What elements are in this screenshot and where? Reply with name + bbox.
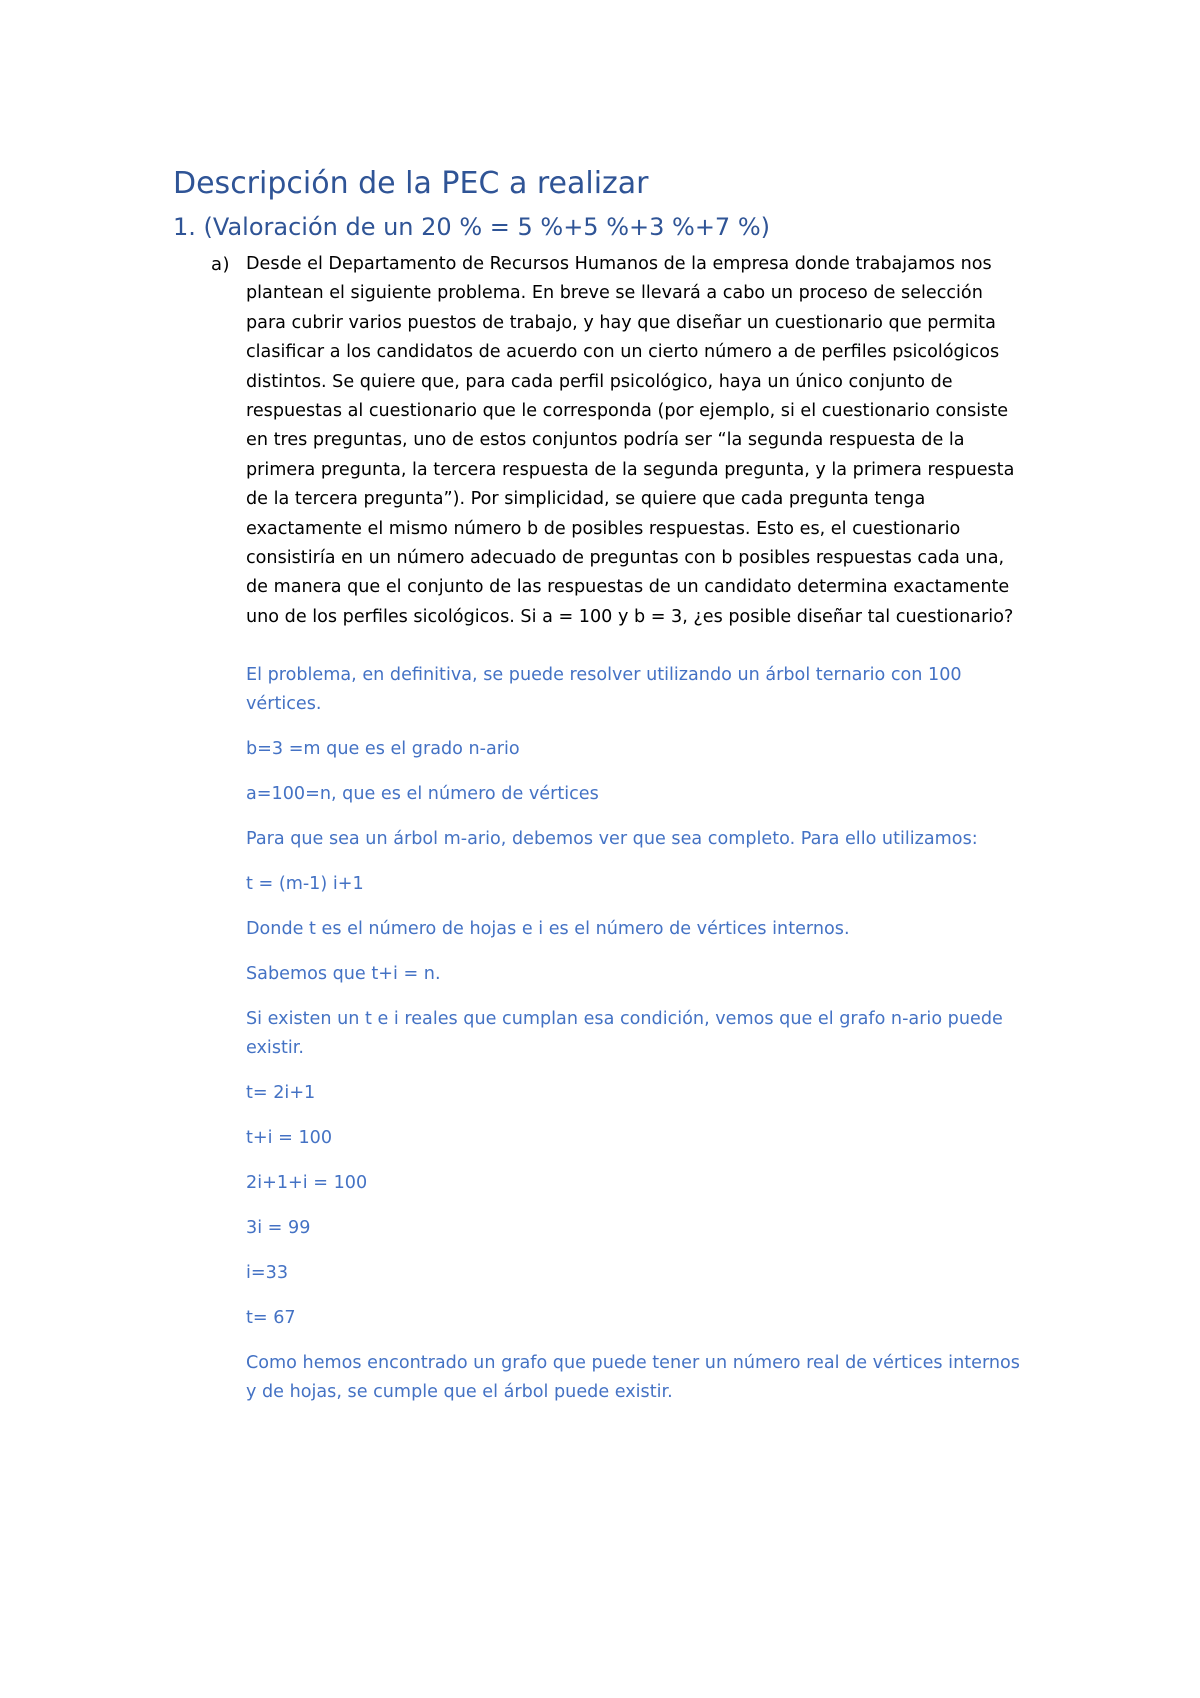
- formula-line: 2i+1+i = 100: [246, 1173, 368, 1193]
- formula-line: t+i = 100: [246, 1128, 333, 1148]
- section-heading: 1. (Valoración de un 20 % = 5 %+5 %+3 %+7 %): [173, 213, 770, 241]
- answer-paragraph: b=3 =m que es el grado n-ario: [246, 739, 520, 759]
- formula-line: 3i = 99: [246, 1218, 311, 1238]
- formula-line: t = (m-1) i+1: [246, 874, 364, 894]
- answer-block: [246, 661, 1026, 1423]
- formula-line: t= 67: [246, 1308, 296, 1328]
- formula-line: i=33: [246, 1263, 289, 1283]
- answer-paragraph: Para que sea un árbol m-ario, debemos ver que sea completo. Para ello utilizamos:: [246, 829, 978, 849]
- answer-conclusion: Como hemos encontrado un grafo que puede tener un número real de vértices internos y de hojas, se cumple que el árbol puede existir.: [246, 1353, 1020, 1402]
- question-paragraph: Desde el Departamento de Recursos Humanos de la empresa donde trabajamos nos plantean el siguiente problema. En breve se llevará a cabo un proceso de selección para cubrir varios puestos de trabajo, y hay que diseñar un cuestionario que permita clasificar a los candidatos de acuerdo con un cierto número a de perfiles psicológicos distintos. Se quiere que, para cada perfil psicológico, haya un único conjunto de respuestas al cuestionario que le corresponda (por ejemplo, si el cuestionario consiste en tres preguntas, uno de estos conjuntos podría ser “la segunda respuesta de la primera pregunta, la tercera respuesta de la segunda pregunta, y la primera respuesta de la tercera pregunta”). Por simplicidad, se quiere que cada pregunta tenga exactamente el mismo número b de posibles respuestas. Esto es, el cuestionario consistiría en un número adecuado de preguntas con b posibles respuestas cada una, de manera que el conjunto de las respuestas de un candidato determina exactamente uno de los perfiles sicológicos. Si a = 100 y b = 3, ¿es posible diseñar tal cuestionario?: [246, 254, 1015, 627]
- answer-paragraph: Sabemos que t+i = n.: [246, 964, 441, 984]
- formula-line: t= 2i+1: [246, 1083, 316, 1103]
- answer-paragraph: Donde t es el número de hojas e i es el número de vértices internos.: [246, 919, 850, 939]
- answer-paragraph: El problema, en definitiva, se puede resolver utilizando un árbol ternario con 100 vértices.: [246, 665, 962, 714]
- list-marker: a): [211, 254, 231, 275]
- page-title: Descripción de la PEC a realizar: [173, 166, 649, 201]
- answer-paragraph: a=100=n, que es el número de vértices: [246, 784, 599, 804]
- answer-paragraph: Si existen un t e i reales que cumplan esa condición, vemos que el grafo n-ario puede existir.: [246, 1009, 1003, 1058]
